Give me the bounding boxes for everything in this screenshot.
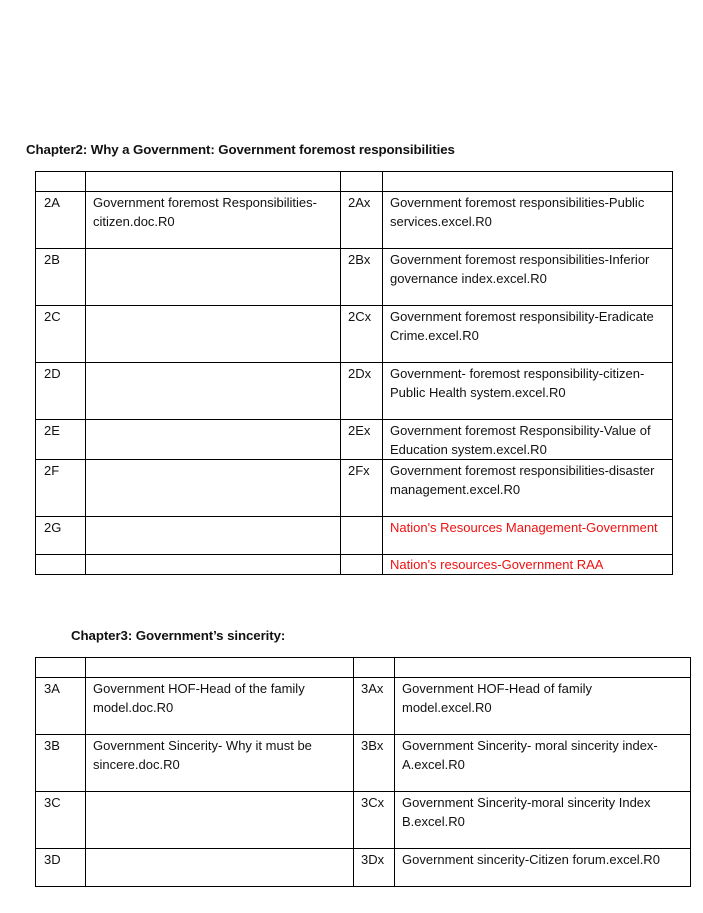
chapter2-table (35, 171, 673, 575)
chapter3-heading: Chapter3: Government’s sincerity: (71, 628, 286, 643)
doc-cell (86, 249, 341, 306)
xid-cell: 3Cx (354, 792, 395, 849)
doc-link[interactable]: Government HOF-Head of the family model.doc.R0 (86, 678, 354, 735)
xid-cell (354, 658, 395, 678)
table-row (36, 517, 673, 555)
excel-link[interactable]: Government- foremost responsibility-citizen- Public Health system.excel.R0 (383, 363, 673, 420)
xid-cell: 2Ax (341, 192, 383, 249)
table-row (36, 735, 691, 792)
xid-cell: 2Bx (341, 249, 383, 306)
xid-cell: 3Bx (354, 735, 395, 792)
excel-cell (383, 172, 673, 192)
excel-link[interactable]: Government foremost responsibility-Eradicate Crime.excel.R0 (383, 306, 673, 363)
excel-link[interactable]: Government foremost responsibilities-disaster management.excel.R0 (383, 460, 673, 517)
excel-link[interactable]: Government Sincerity-moral sincerity Index B.excel.R0 (395, 792, 691, 849)
xid-cell: 2Cx (341, 306, 383, 363)
doc-cell (86, 555, 341, 575)
doc-link[interactable]: Government foremost Responsibilities-citizen.doc.R0 (86, 192, 341, 249)
table-row (36, 849, 691, 887)
table-row (36, 363, 673, 420)
chapter2-heading: Chapter2: Why a Government: Government foremost responsibilities (26, 142, 455, 157)
doc-cell (86, 460, 341, 517)
table-row (36, 460, 673, 517)
xid-cell: 2Ex (341, 420, 383, 460)
excel-link[interactable]: Government foremost Responsibility-Value of Education system.excel.R0 (383, 420, 673, 460)
id-cell: 2G (36, 517, 86, 555)
id-cell: 2F (36, 460, 86, 517)
id-cell (36, 658, 86, 678)
xid-cell: 2Fx (341, 460, 383, 517)
doc-cell (86, 792, 354, 849)
excel-link[interactable]: Government foremost responsibilities-Inferior governance index.excel.R0 (383, 249, 673, 306)
id-cell (36, 172, 86, 192)
doc-cell (86, 306, 341, 363)
id-cell: 3C (36, 792, 86, 849)
xid-cell: 3Dx (354, 849, 395, 887)
id-cell: 2E (36, 420, 86, 460)
id-cell: 2A (36, 192, 86, 249)
doc-cell (86, 517, 341, 555)
id-cell: 3D (36, 849, 86, 887)
chapter3-table (35, 657, 691, 887)
resources-management-link[interactable]: Nation's Resources Management-Government (383, 517, 673, 555)
doc-cell (86, 849, 354, 887)
xid-cell (341, 517, 383, 555)
doc-link[interactable]: Government Sincerity- Why it must be sincere.doc.R0 (86, 735, 354, 792)
excel-link[interactable]: Government foremost responsibilities-Public services.excel.R0 (383, 192, 673, 249)
excel-link[interactable]: Government sincerity-Citizen forum.excel.R0 (395, 849, 691, 887)
table-row (36, 420, 673, 460)
excel-link[interactable]: Government HOF-Head of family model.excel.R0 (395, 678, 691, 735)
table-row (36, 555, 673, 575)
id-cell: 2B (36, 249, 86, 306)
xid-cell (341, 172, 383, 192)
resources-raa-link[interactable]: Nation's resources-Government RAA (383, 555, 673, 575)
table-row (36, 249, 673, 306)
doc-cell (86, 658, 354, 678)
table-row (36, 678, 691, 735)
id-cell (36, 555, 86, 575)
id-cell: 3A (36, 678, 86, 735)
table-row (36, 306, 673, 363)
doc-cell (86, 172, 341, 192)
table-row (36, 172, 673, 192)
doc-cell (86, 363, 341, 420)
excel-link[interactable]: Government Sincerity- moral sincerity index-A.excel.R0 (395, 735, 691, 792)
id-cell: 2D (36, 363, 86, 420)
excel-cell (395, 658, 691, 678)
doc-cell (86, 420, 341, 460)
xid-cell: 2Dx (341, 363, 383, 420)
table-row (36, 658, 691, 678)
id-cell: 2C (36, 306, 86, 363)
xid-cell: 3Ax (354, 678, 395, 735)
table-row (36, 792, 691, 849)
xid-cell (341, 555, 383, 575)
table-row (36, 192, 673, 249)
id-cell: 3B (36, 735, 86, 792)
